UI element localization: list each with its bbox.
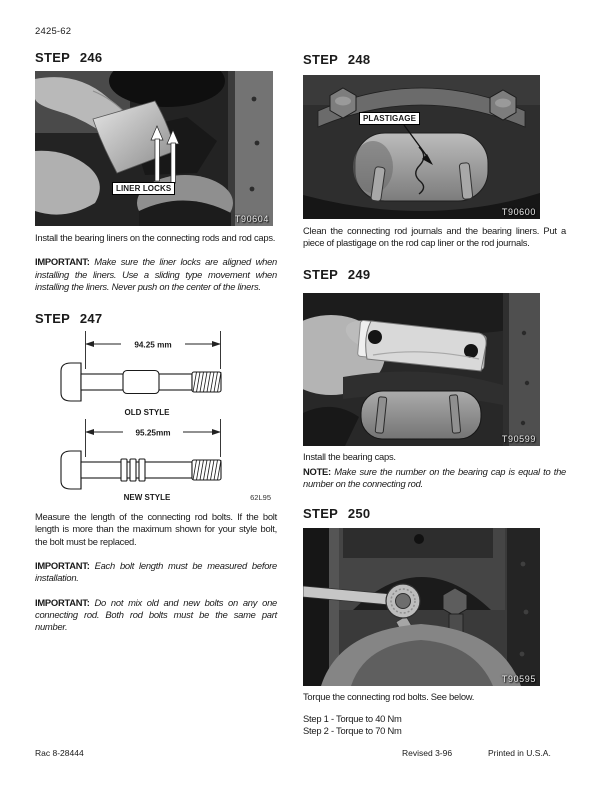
- important-label: IMPORTANT:: [35, 560, 90, 572]
- step-248-heading: STEP 248: [303, 52, 371, 67]
- rod-bolt-length-figure: [35, 329, 275, 501]
- new-bolt-dimension-lines: [86, 419, 221, 457]
- old-bolt-dimension: 94.25 mm: [134, 340, 172, 350]
- step-247-important-1: [35, 560, 277, 585]
- step-247-caption: Measure the length of the connecting rod bolts. If the bolt length is more than the maximum shown for your style bolt, the bolt must be replaced.: [35, 511, 277, 547]
- important-text: Do not mix old and new bolts on any one connecting rod. Both rod bolts must be the same part number.: [35, 596, 277, 633]
- footer-doc-number: Rac 8-28444: [35, 748, 84, 758]
- photo-id-t90600: T90600: [501, 207, 536, 217]
- new-bolt-label: NEW STYLE: [123, 493, 171, 502]
- step-248-caption: Clean the connecting rod journals and the bearing liners. Put a piece of plastigage on the rod cap liner or the rod journals.: [303, 225, 566, 249]
- torque-wrench-photo: [303, 528, 540, 686]
- liner-locks-callout: LINER LOCKS: [112, 182, 175, 195]
- step-250-caption: Torque the connecting rod bolts. See below.: [303, 691, 475, 703]
- step-246-important: [35, 256, 277, 293]
- left-column: [35, 0, 277, 634]
- important-text: Make sure the liner locks are aligned when installing the liners. Use a sliding type movement when installing the liners. Never push on the center of the liners.: [35, 256, 278, 292]
- plastigage-photo: [303, 75, 540, 219]
- photo-step250: [303, 528, 540, 686]
- note-label: NOTE:: [303, 465, 331, 477]
- photo-step249: [303, 293, 540, 446]
- important-text: Each bolt length must be measured before installation.: [35, 560, 277, 584]
- torque-step-2: Step 2 - Torque to 70 Nm: [303, 725, 402, 737]
- photo-id-t90599: T90599: [501, 433, 536, 444]
- step-246-caption: Install the bearing liners on the connecting rods and rod caps.: [35, 232, 276, 243]
- page-number: 2425-62: [35, 26, 72, 37]
- torque-step-1: Step 1 - Torque to 40 Nm: [303, 712, 402, 724]
- step-247-important-2: [35, 597, 277, 634]
- step-250-heading: STEP 250: [303, 506, 371, 522]
- step-249-caption: Install the bearing caps.: [303, 450, 396, 462]
- photo-step248: [303, 75, 540, 219]
- step-247-heading: STEP 247: [35, 311, 103, 327]
- important-label: IMPORTANT:: [35, 256, 90, 268]
- photo-id-t90595: T90595: [501, 674, 536, 685]
- plastigage-callout: PLASTIGAGE: [359, 112, 420, 125]
- note-text: Make sure the number on the bearing cap is equal to the number on the connecting rod.: [303, 465, 566, 490]
- new-bolt-drawing: [61, 451, 221, 489]
- old-bolt-dimension-lines: [86, 331, 221, 369]
- new-bolt-dimension: 95.25mm: [135, 428, 171, 438]
- footer-printed: Printed in U.S.A.: [488, 748, 551, 758]
- footer-revised: Revised 3-96: [402, 748, 453, 758]
- old-bolt-label: OLD STYLE: [124, 408, 170, 418]
- torque-steps: [303, 713, 566, 738]
- step-246-heading: STEP 246: [35, 50, 103, 65]
- photo-step246: [35, 71, 273, 226]
- figure-id: 62L95: [250, 493, 271, 502]
- bearing-cap-install-photo: [303, 293, 540, 446]
- old-bolt-drawing: [61, 363, 221, 401]
- step-249-note: [303, 466, 566, 491]
- important-label: IMPORTANT:: [35, 596, 90, 608]
- step-249-heading: STEP 249: [303, 266, 371, 282]
- bearing-liner-install-photo: [35, 71, 273, 226]
- right-column: [303, 0, 566, 737]
- photo-id-t90604: T90604: [234, 214, 269, 224]
